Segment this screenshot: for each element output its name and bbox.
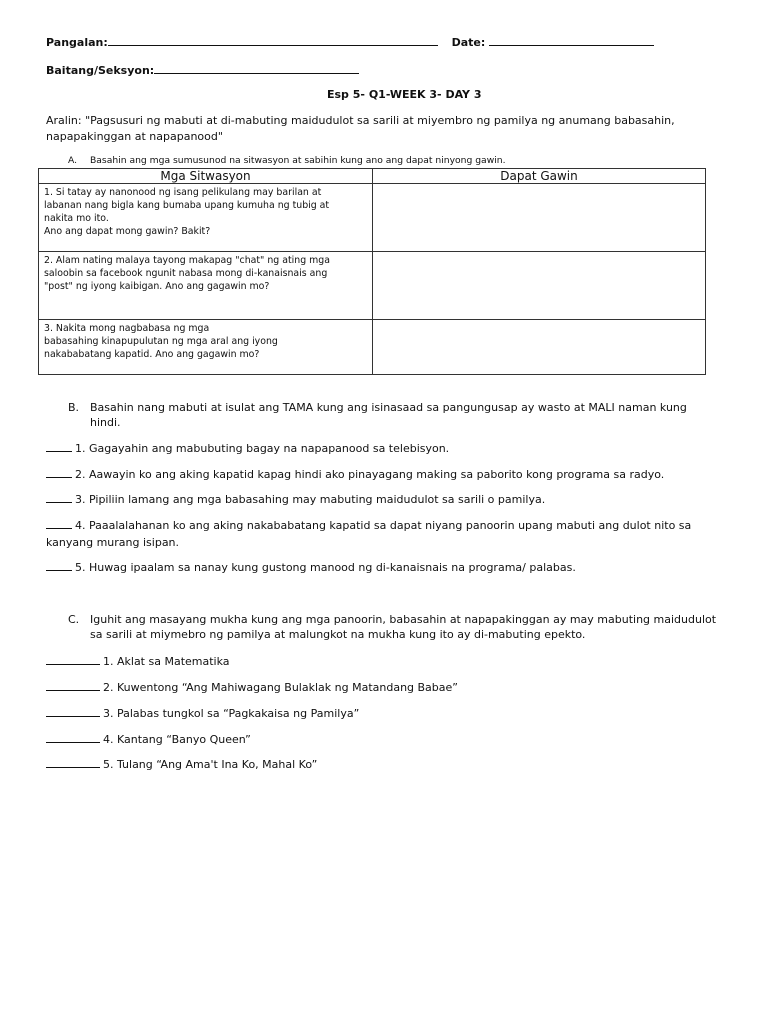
- part-c-instruction-1: Iguhit ang masayang mukha kung ang mga panoorin, babasahin at napapakinggan ay may mabuting maidudulot: [90, 613, 717, 626]
- table-header-row: [39, 169, 706, 184]
- answer-blank[interactable]: [46, 467, 72, 478]
- answer-blank[interactable]: [46, 654, 100, 665]
- answer-blank[interactable]: [46, 757, 100, 768]
- part-c-marker: C.: [68, 613, 80, 626]
- list-item: 4. Kantang “Banyo Queen”: [46, 732, 251, 748]
- name-label: Pangalan:: [46, 36, 108, 49]
- lesson-line-1: Aralin: "Pagsusuri ng mabuti at di-mabuting maidudulot sa sarili at miyembro ng pamilya ng anumang babasahin,: [46, 114, 675, 127]
- section-label: Baitang/Seksyon:: [46, 64, 155, 77]
- table-row: [39, 320, 706, 375]
- table-row: [39, 184, 706, 252]
- answer-blank[interactable]: [46, 560, 72, 571]
- list-item: 2. Kuwentong “Ang Mahiwagang Bulaklak ng Matandang Babae”: [46, 680, 458, 696]
- situations-table: [38, 168, 706, 375]
- list-item-continuation: kanyang murang isipan.: [46, 536, 180, 549]
- list-item: 2. Aawayin ko ang aking kapatid kapag hindi ako pinayagang making sa paborito kong programa sa radyo.: [46, 467, 664, 483]
- list-item: 1. Gagayahin ang mabubuting bagay na napapanood sa telebisyon.: [46, 441, 449, 457]
- situation-cell: 1. Si tatay ay nanonood ng isang pelikulang may barilan at labanan nang bigla kang bumaba upang kumuha ng tubig at nakita mo ito. Ano ang dapat mong gawin? Bakit?: [39, 184, 373, 252]
- table-row: [39, 252, 706, 320]
- answer-blank[interactable]: [46, 518, 72, 529]
- answer-blank[interactable]: [46, 441, 72, 452]
- date-blank[interactable]: [489, 36, 654, 46]
- part-b-instruction-2: hindi.: [90, 416, 121, 429]
- date-label: Date:: [451, 36, 486, 49]
- section-row: [46, 64, 359, 77]
- list-item: 3. Palabas tungkol sa “Pagkakaisa ng Pamilya”: [46, 706, 359, 722]
- list-item: 4. Paaalalahanan ko ang aking nakababatang kapatid sa dapat niyang panoorin upang mabuti ang dulot nito sa: [46, 518, 691, 534]
- answer-cell[interactable]: [373, 184, 706, 252]
- section-blank[interactable]: [154, 64, 359, 74]
- lesson-line-2: napapakinggan at napapanood": [46, 130, 223, 143]
- part-b-instruction-1: Basahin nang mabuti at isulat ang TAMA kung ang isinasaad sa pangungusap ay wasto at MALI naman kung: [90, 401, 687, 414]
- list-item: 5. Huwag ipaalam sa nanay kung gustong manood ng di-kanaisnais na programa/ palabas.: [46, 560, 576, 576]
- answer-cell[interactable]: [373, 320, 706, 375]
- part-a-instruction: Basahin ang mga sumusunod na sitwasyon at sabihin kung ano ang dapat ninyong gawin.: [90, 155, 506, 166]
- answer-blank[interactable]: [46, 732, 100, 743]
- list-item: 1. Aklat sa Matematika: [46, 654, 230, 670]
- header-situations: Mga Sitwasyon: [39, 169, 373, 184]
- part-a-marker: A.: [68, 155, 78, 166]
- situation-cell: 3. Nakita mong nagbabasa ng mga babasahing kinapupulutan ng mga aral ang iyong nakababatang kapatid. Ano ang gagawin mo?: [39, 320, 373, 375]
- answer-blank[interactable]: [46, 492, 72, 503]
- answer-blank[interactable]: [46, 680, 100, 691]
- name-blank[interactable]: [108, 36, 438, 46]
- situation-cell: 2. Alam nating malaya tayong makapag "chat" ng ating mga saloobin sa facebook ngunit nabasa mong di-kanaisnais ang "post" ng iyong kaibigan. Ano ang gagawin mo?: [39, 252, 373, 320]
- list-item: 3. Pipiliin lamang ang mga babasahing may mabuting maidudulot sa sarili o pamilya.: [46, 492, 545, 508]
- header-action: Dapat Gawin: [373, 169, 706, 184]
- name-date-row: [46, 36, 654, 49]
- part-b-marker: B.: [68, 401, 80, 414]
- answer-cell[interactable]: [373, 252, 706, 320]
- answer-blank[interactable]: [46, 706, 100, 717]
- worksheet-title: Esp 5- Q1-WEEK 3- DAY 3: [327, 88, 482, 101]
- part-c-instruction-2: sa sarili at miymebro ng pamilya at malungkot na mukha kung ito ay di-mabuting epekto.: [90, 628, 586, 641]
- list-item: 5. Tulang “Ang Ama't Ina Ko, Mahal Ko”: [46, 757, 317, 773]
